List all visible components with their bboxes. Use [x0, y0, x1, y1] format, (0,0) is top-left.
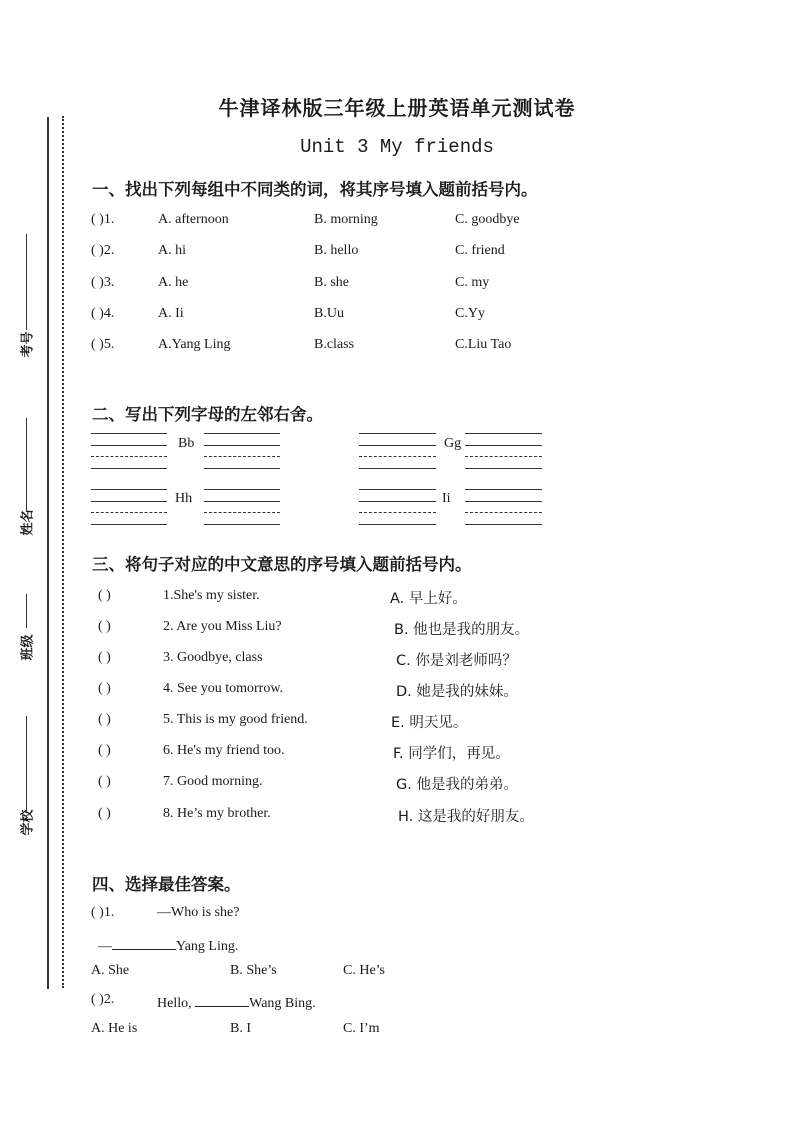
- chinese-meaning: D. 她是我的妹妹。: [396, 684, 518, 700]
- writing-midline: [91, 512, 167, 513]
- answer-paren: ( ): [98, 650, 111, 665]
- writing-midline: [204, 456, 280, 457]
- writing-line: [91, 445, 167, 446]
- writing-line: [91, 501, 167, 502]
- english-sentence: 2. Are you Miss Liu?: [163, 619, 282, 634]
- section3-heading: 三、将句子对应的中文意思的序号填入题前括号内。: [92, 555, 472, 574]
- option-a: A. he: [158, 275, 189, 290]
- letter-prompt: Bb: [178, 436, 195, 451]
- fill-blank[interactable]: [112, 935, 176, 950]
- writing-midline: [359, 512, 436, 513]
- english-sentence: 8. He’s my brother.: [163, 806, 271, 821]
- english-sentence: 5. This is my good friend.: [163, 712, 308, 727]
- option-a: A. afternoon: [158, 212, 229, 227]
- answer-paren: ( ): [98, 774, 111, 789]
- page-title: 牛津译林版三年级上册英语单元测试卷: [218, 96, 576, 120]
- writing-line: [204, 468, 280, 469]
- question-text: Wang Bing.: [249, 996, 316, 1011]
- fill-blank[interactable]: [195, 992, 249, 1007]
- chinese-meaning: A. 早上好。: [390, 591, 467, 607]
- writing-line: [465, 524, 542, 525]
- page-subtitle: Unit 3 My friends: [300, 136, 494, 158]
- chinese-meaning: E. 明天见。: [391, 715, 468, 731]
- binding-solid-line: [47, 117, 49, 989]
- school-fill-line: [26, 716, 27, 810]
- binding-dotted-line: [62, 116, 64, 988]
- question-number: ( )1.: [91, 212, 115, 227]
- school-label: 学校: [20, 809, 36, 836]
- section2-heading: 二、写出下列字母的左邻右舍。: [92, 405, 323, 424]
- question-number: ( )4.: [91, 306, 115, 321]
- writing-line: [204, 524, 280, 525]
- option-b: B.Uu: [314, 306, 344, 321]
- option-a: A.Yang Ling: [158, 337, 231, 352]
- option-c: C. friend: [455, 243, 505, 258]
- writing-line: [465, 501, 542, 502]
- question-text-line: [157, 992, 316, 1012]
- writing-line: [91, 468, 167, 469]
- class-label: 班级: [20, 634, 36, 661]
- answer-line: [98, 935, 238, 955]
- section1-heading: 一、找出下列每组中不同类的词，将其序号填入题前括号内。: [92, 180, 538, 199]
- writing-line: [359, 468, 436, 469]
- option-a: A. Ii: [158, 306, 184, 321]
- writing-line: [465, 445, 542, 446]
- exam-number-label: 考号: [20, 331, 36, 358]
- option-c: C.Liu Tao: [455, 337, 512, 352]
- writing-line: [359, 489, 436, 490]
- option-c: C. my: [455, 275, 490, 290]
- option-b: B.class: [314, 337, 355, 352]
- exam-number-fill-line: [26, 234, 27, 330]
- option-c: C. goodbye: [455, 212, 520, 227]
- writing-line: [91, 489, 167, 490]
- chinese-meaning: H. 这是我的好朋友。: [398, 809, 534, 825]
- chinese-meaning: F. 同学们，再见。: [393, 746, 510, 762]
- choice-a: A. He is: [91, 1021, 138, 1036]
- english-sentence: 3. Goodbye, class: [163, 650, 263, 665]
- question-number: ( )3.: [91, 275, 115, 290]
- english-sentence: 6. He's my friend too.: [163, 743, 285, 758]
- class-fill-line: [26, 594, 27, 628]
- writing-line: [359, 501, 436, 502]
- section4-heading: 四、选择最佳答案。: [92, 875, 241, 894]
- letter-prompt: Gg: [444, 436, 462, 451]
- writing-line: [359, 445, 436, 446]
- name-label: 姓名: [20, 509, 36, 536]
- letter-prompt: Ii: [442, 491, 451, 506]
- english-sentence: 1.She's my sister.: [163, 588, 260, 603]
- writing-line: [204, 433, 280, 434]
- writing-line: [91, 433, 167, 434]
- writing-line: [204, 489, 280, 490]
- answer-paren: ( ): [98, 681, 111, 696]
- question-text: Hello,: [157, 996, 192, 1011]
- choice-b: B. She’s: [230, 963, 277, 978]
- writing-line: [204, 501, 280, 502]
- writing-midline: [465, 456, 542, 457]
- writing-line: [91, 524, 167, 525]
- chinese-meaning: G. 他是我的弟弟。: [396, 777, 518, 793]
- english-sentence: 4. See you tomorrow.: [163, 681, 284, 696]
- answer-paren: ( ): [98, 588, 111, 603]
- chinese-meaning: C. 你是刘老师吗？: [396, 653, 517, 669]
- option-c: C.Yy: [455, 306, 485, 321]
- writing-midline: [359, 456, 436, 457]
- option-b: B. she: [314, 275, 349, 290]
- writing-midline: [465, 512, 542, 513]
- writing-line: [465, 468, 542, 469]
- answer-paren: ( ): [98, 806, 111, 821]
- choice-a: A. She: [91, 963, 130, 978]
- writing-line: [359, 433, 436, 434]
- writing-midline: [204, 512, 280, 513]
- writing-midline: [91, 456, 167, 457]
- option-b: B. morning: [314, 212, 378, 227]
- question-number: ( )2.: [91, 992, 115, 1007]
- english-sentence: 7. Good morning.: [163, 774, 263, 789]
- choice-b: B. I: [230, 1021, 251, 1036]
- question-number: ( )5.: [91, 337, 115, 352]
- question-text: —Who is she?: [157, 905, 240, 920]
- answer-paren: ( ): [98, 619, 111, 634]
- option-a: A. hi: [158, 243, 186, 258]
- question-number: ( )1.: [91, 905, 115, 920]
- writing-line: [465, 489, 542, 490]
- letter-prompt: Hh: [175, 491, 193, 506]
- writing-line: [359, 524, 436, 525]
- chinese-meaning: B. 他也是我的朋友。: [394, 622, 530, 638]
- option-b: B. hello: [314, 243, 359, 258]
- question-number: ( )2.: [91, 243, 115, 258]
- choice-c: C. He’s: [343, 963, 385, 978]
- choice-c: C. I’m: [343, 1021, 380, 1036]
- writing-line: [204, 445, 280, 446]
- question-text: Yang Ling.: [176, 939, 239, 954]
- writing-line: [465, 433, 542, 434]
- dash: —: [98, 939, 112, 954]
- answer-paren: ( ): [98, 743, 111, 758]
- answer-paren: ( ): [98, 712, 111, 727]
- name-fill-line: [26, 418, 27, 512]
